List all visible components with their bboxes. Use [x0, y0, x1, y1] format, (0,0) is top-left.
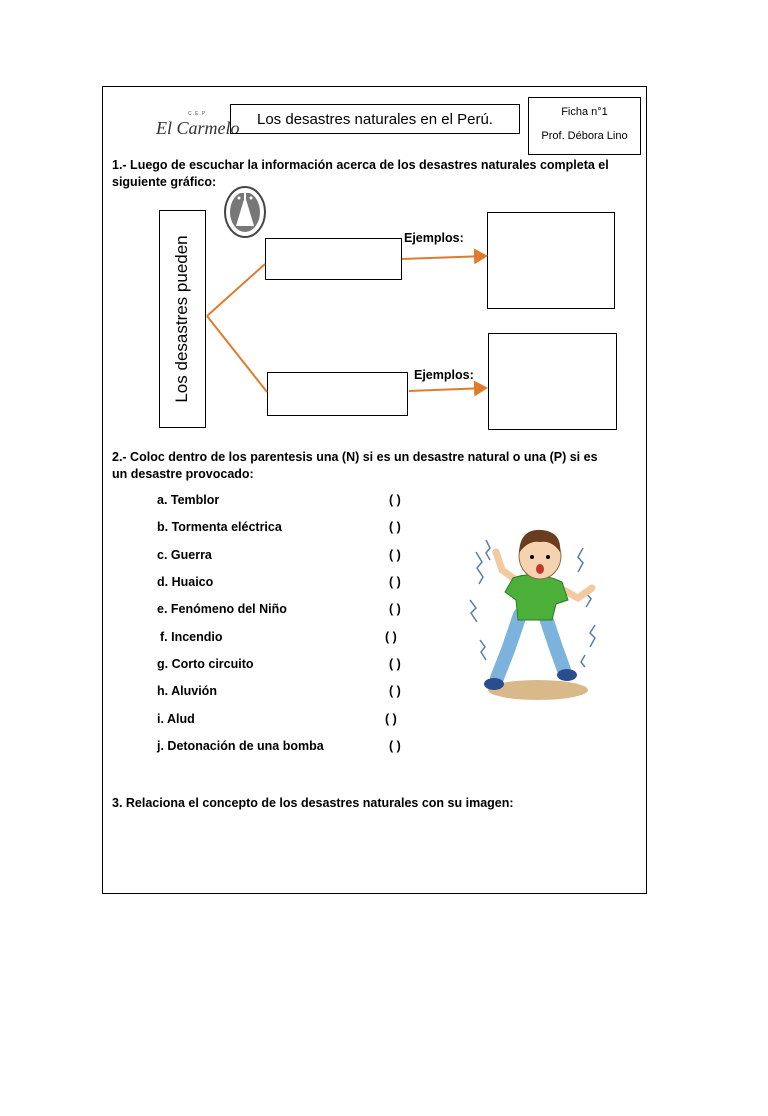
question-2-text: 2.- Coloc dentro de los parentesis una (N) si es un desastre natural o una (P) si es un desastre provocado:	[112, 450, 598, 481]
list-item: h. Aluvión	[157, 684, 217, 698]
list-item: a. Temblor	[157, 493, 220, 507]
list-item: g. Corto circuito	[157, 657, 254, 671]
list-item: b. Tormenta eléctrica	[157, 520, 282, 534]
school-name: El Carmelo	[156, 118, 240, 138]
list-item: j. Detonación de una bomba	[157, 739, 324, 753]
answer-parenthesis[interactable]: ( )	[389, 520, 401, 534]
ficha-number: Ficha n°1	[561, 106, 608, 118]
question-1-text: 1.- Luego de escuchar la información acerca de los desastres naturales completa el siguiente gráfico:	[112, 158, 609, 189]
list-item: c. Guerra	[157, 548, 212, 562]
logo-small-text: C.E.P.	[188, 111, 208, 117]
answer-parenthesis[interactable]: ( )	[385, 630, 397, 644]
teacher-name: Prof. Débora Lino	[541, 130, 628, 142]
answer-parenthesis[interactable]: ( )	[389, 657, 401, 671]
concept-label: Los desastres pueden	[172, 235, 191, 403]
answer-parenthesis[interactable]: ( )	[389, 575, 401, 589]
answer-parenthesis[interactable]: ( )	[389, 548, 401, 562]
list-item: i. Alud	[157, 712, 195, 726]
list-item: e. Fenómeno del Niño	[157, 602, 287, 616]
examples-label-2: Ejemplos:	[414, 368, 474, 382]
answer-parenthesis[interactable]: ( )	[389, 602, 401, 616]
worksheet-title: Los desastres naturales en el Perú.	[230, 104, 520, 134]
examples-label-1: Ejemplos:	[404, 231, 464, 245]
list-item: f. Incendio	[160, 630, 223, 644]
list-item: d. Huaico	[157, 575, 214, 589]
answer-parenthesis[interactable]: ( )	[389, 739, 401, 753]
answer-parenthesis[interactable]: ( )	[389, 493, 401, 507]
question-3-text: 3. Relaciona el concepto de los desastres naturales con su imagen:	[112, 796, 514, 810]
answer-parenthesis[interactable]: ( )	[389, 684, 401, 698]
answer-parenthesis[interactable]: ( )	[385, 712, 397, 726]
